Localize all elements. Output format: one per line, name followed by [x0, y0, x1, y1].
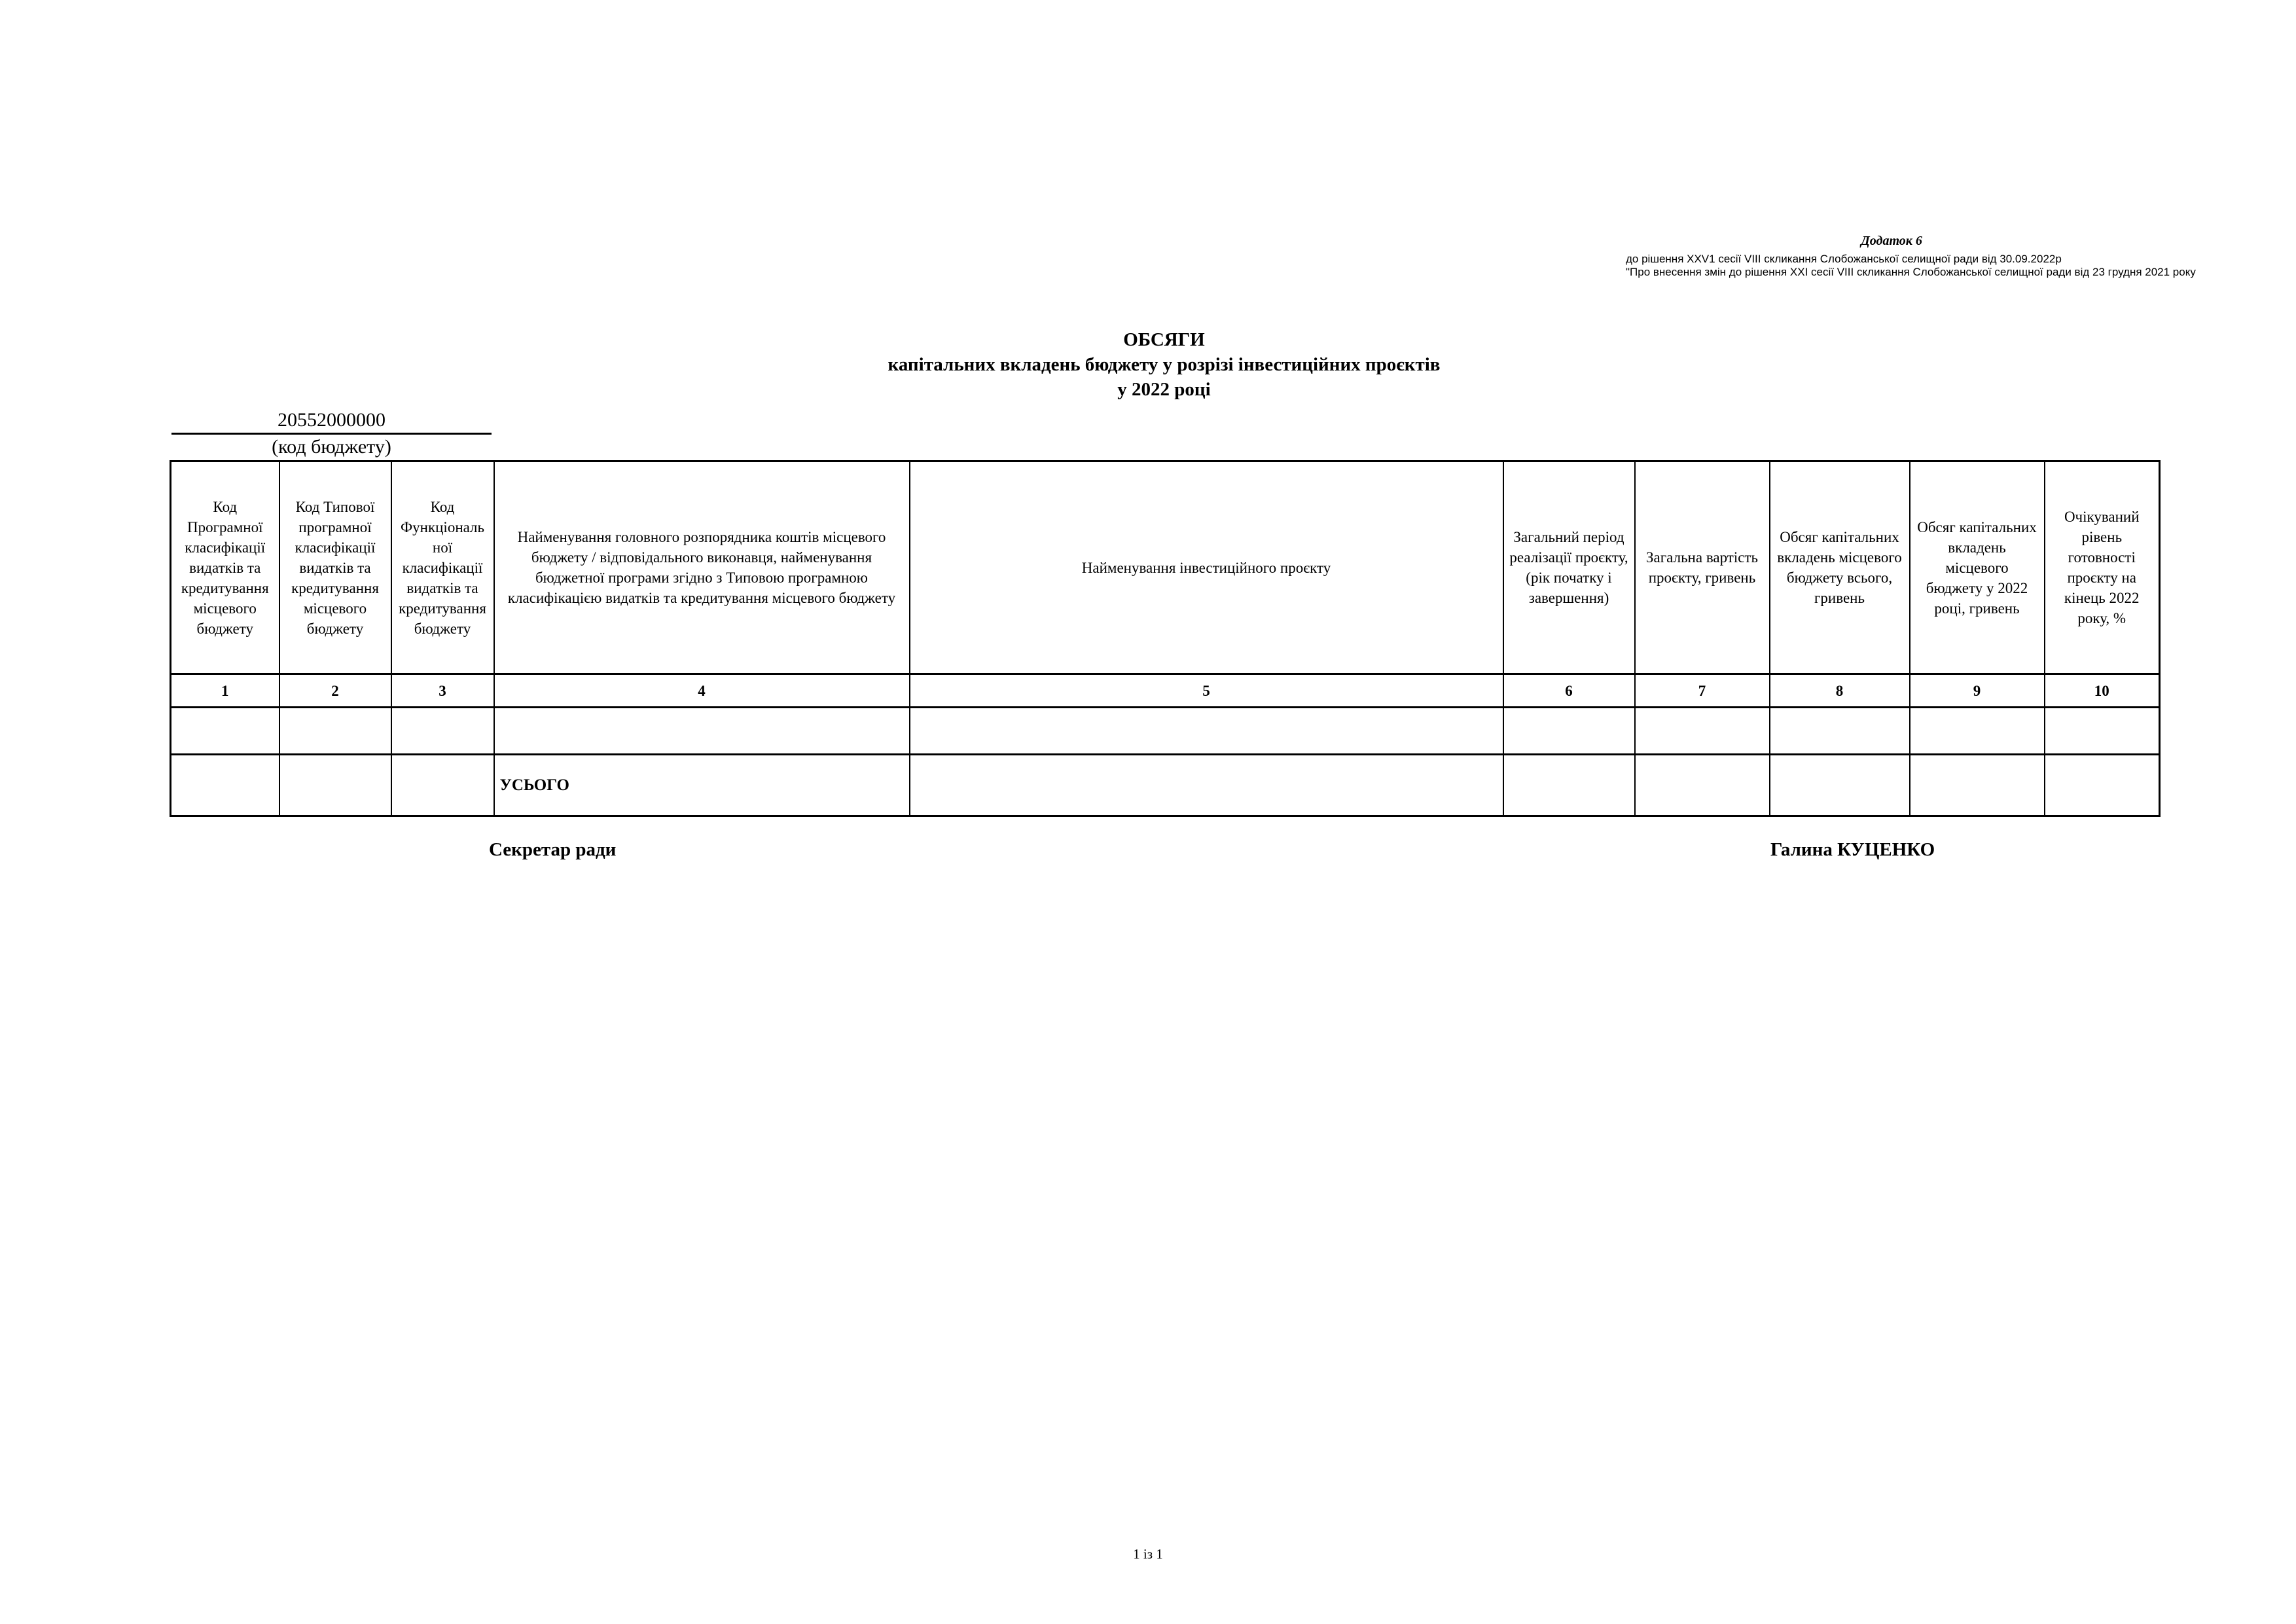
empty-cell — [1635, 755, 1770, 816]
empty-cell — [279, 708, 391, 755]
empty-cell — [2045, 708, 2160, 755]
empty-cell — [279, 755, 391, 816]
column-number: 7 — [1635, 674, 1770, 708]
empty-cell — [171, 708, 279, 755]
column-header-investments-2022: Обсяг капітальних вкладень місцевого бюджету у 2022 році, гривень — [1910, 461, 2045, 674]
title-line-3: у 2022 році — [1117, 379, 1211, 400]
column-number: 10 — [2045, 674, 2160, 708]
empty-data-row — [171, 708, 2160, 755]
empty-cell — [910, 755, 1503, 816]
page-number: 1 із 1 — [1133, 1546, 1163, 1562]
signatory-position: Секретар ради — [489, 839, 617, 860]
column-number: 6 — [1503, 674, 1635, 708]
title-line-1: ОБСЯГИ — [1123, 329, 1205, 350]
empty-cell — [2045, 755, 2160, 816]
column-header-program-code: Код Програмної класифікації видатків та кредитування місцевого бюджету — [171, 461, 279, 674]
empty-cell — [1503, 708, 1635, 755]
signatory-name: Галина КУЦЕНКО — [1770, 839, 1935, 860]
empty-cell — [1635, 708, 1770, 755]
empty-cell — [1503, 755, 1635, 816]
empty-cell — [171, 755, 279, 816]
empty-cell — [1910, 708, 2045, 755]
table-header-row — [171, 461, 2160, 674]
column-number: 1 — [171, 674, 279, 708]
column-number: 9 — [1910, 674, 2045, 708]
column-header-functional-code: Код Функціональної класифікації видатків та кредитування бюджету — [391, 461, 494, 674]
column-header-realization-period: Загальний період реалізації проєкту, (рік початку і завершення) — [1503, 461, 1635, 674]
column-header-readiness-level: Очікуваний рівень готовності проєкту на кінець 2022 року, % — [2045, 461, 2160, 674]
column-number: 5 — [910, 674, 1503, 708]
column-number: 3 — [391, 674, 494, 708]
column-number: 2 — [279, 674, 391, 708]
empty-cell — [391, 755, 494, 816]
annex-decision-line: до рішення XXV1 сесії VIII скликання Слобожанської селищної ради від 30.09.2022р — [1626, 253, 2062, 265]
title-line-2: капітальних вкладень бюджету у розрізі інвестиційних проєктів — [888, 354, 1441, 375]
column-header-investments-total: Обсяг капітальних вкладень місцевого бюджету всього, гривень — [1770, 461, 1910, 674]
budget-code-value: 20552000000 — [171, 408, 492, 435]
empty-cell — [494, 708, 910, 755]
budget-code-block — [171, 408, 492, 459]
annex-block — [1626, 233, 2196, 279]
document-title — [170, 327, 2159, 402]
annex-title: Додаток 6 — [1861, 234, 1922, 248]
column-number: 8 — [1770, 674, 1910, 708]
column-header-spending-unit-name: Найменування головного розпорядника коштів місцевого бюджету / відповідального виконавця, найменування бюджетної програми згідно з Типовою програмною класифікацією видатків та кредитування місцевого бюджету — [494, 461, 910, 674]
column-header-typical-program-code: Код Типової програмної класифікації видатків та кредитування місцевого бюджету — [279, 461, 391, 674]
column-header-project-name: Найменування інвестиційного проєкту — [910, 461, 1503, 674]
empty-cell — [1770, 755, 1910, 816]
empty-cell — [1910, 755, 2045, 816]
column-number: 4 — [494, 674, 910, 708]
empty-cell — [910, 708, 1503, 755]
column-header-total-cost: Загальна вартість проєкту, гривень — [1635, 461, 1770, 674]
empty-cell — [1770, 708, 1910, 755]
total-label: УСЬОГО — [494, 755, 910, 816]
empty-cell — [391, 708, 494, 755]
column-number-row — [171, 674, 2160, 708]
total-row — [171, 755, 2160, 816]
budget-code-caption: (код бюджету) — [272, 436, 391, 458]
capital-investments-table — [170, 460, 2161, 817]
annex-amendment-line: "Про внесення змін до рішення XXI сесії VIII скликання Слобожанської селищної ради від 23 грудня 2021 року — [1626, 266, 2196, 278]
